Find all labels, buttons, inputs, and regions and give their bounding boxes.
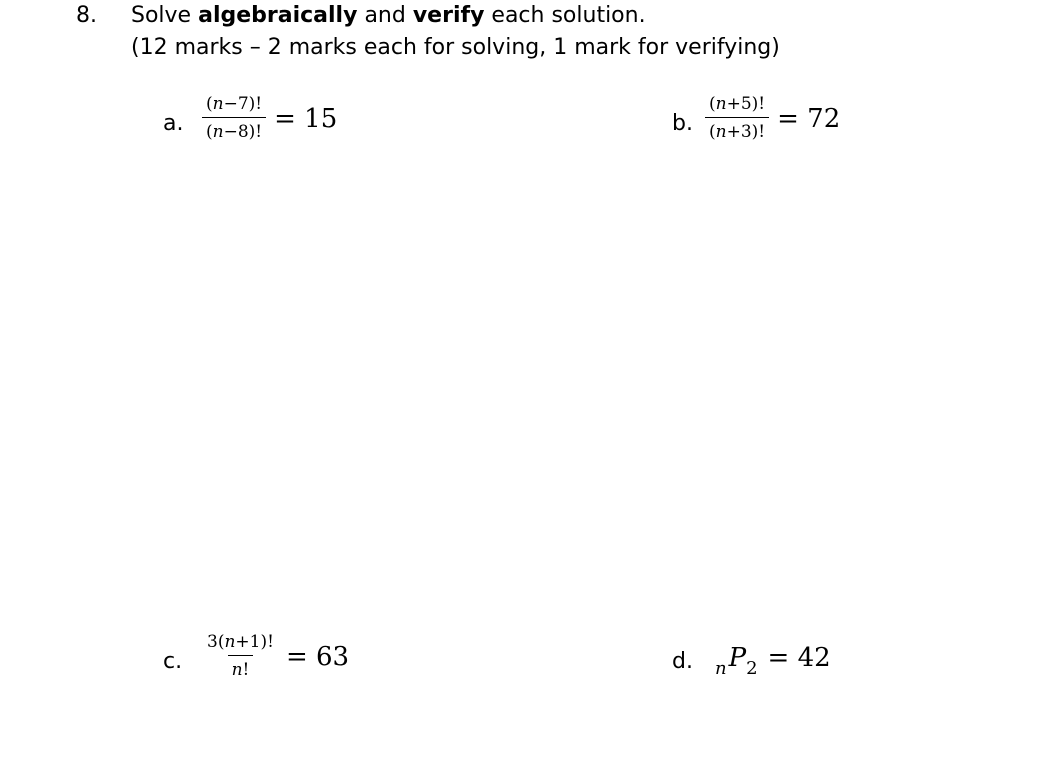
- problem-c-rhs: = 63: [285, 641, 350, 672]
- problem-a-rhs: = 15: [274, 103, 338, 134]
- instruction-text-1: Solve: [131, 3, 199, 28]
- problem-d-label: d.: [672, 649, 693, 674]
- problem-a-label: a.: [163, 111, 184, 136]
- instruction-text-2: and: [357, 3, 413, 28]
- problem-c-denominator: n!: [228, 655, 254, 679]
- problem-b-numerator: (n+5)!: [709, 94, 766, 114]
- problem-b-fraction: [705, 96, 769, 141]
- problem-c-fraction: [203, 634, 278, 679]
- problem-c-label: c.: [163, 649, 183, 674]
- problem-b-label: b.: [672, 111, 693, 136]
- question-instruction: [131, 3, 646, 28]
- permutation-letter: P: [728, 643, 747, 673]
- permutation-expression: [715, 643, 831, 679]
- problem-c-equation: [203, 634, 349, 679]
- problem-c-numerator: 3(n+1)!: [207, 632, 274, 652]
- question-number: 8.: [76, 3, 97, 28]
- problem-d-rhs: = 42: [767, 643, 831, 673]
- instruction-bold-verify: verify: [412, 3, 485, 28]
- problem-b-rhs: = 72: [777, 103, 841, 134]
- problem-a-numerator: (n−7)!: [206, 94, 263, 114]
- permutation-r-subscript: 2: [746, 658, 758, 679]
- instruction-text-3: each solution.: [484, 3, 646, 28]
- problem-a-equation: [202, 96, 337, 141]
- problem-b-denominator: (n+3)!: [705, 117, 769, 141]
- problem-d-equation: [715, 643, 831, 679]
- marks-note: (12 marks – 2 marks each for solving, 1 mark for verifying): [131, 35, 780, 60]
- problem-b-equation: [705, 96, 840, 141]
- instruction-bold-algebraically: algebraically: [198, 3, 358, 28]
- permutation-n-subscript: n: [715, 658, 727, 679]
- problem-a-denominator: (n−8)!: [202, 117, 266, 141]
- problem-a-fraction: [202, 96, 266, 141]
